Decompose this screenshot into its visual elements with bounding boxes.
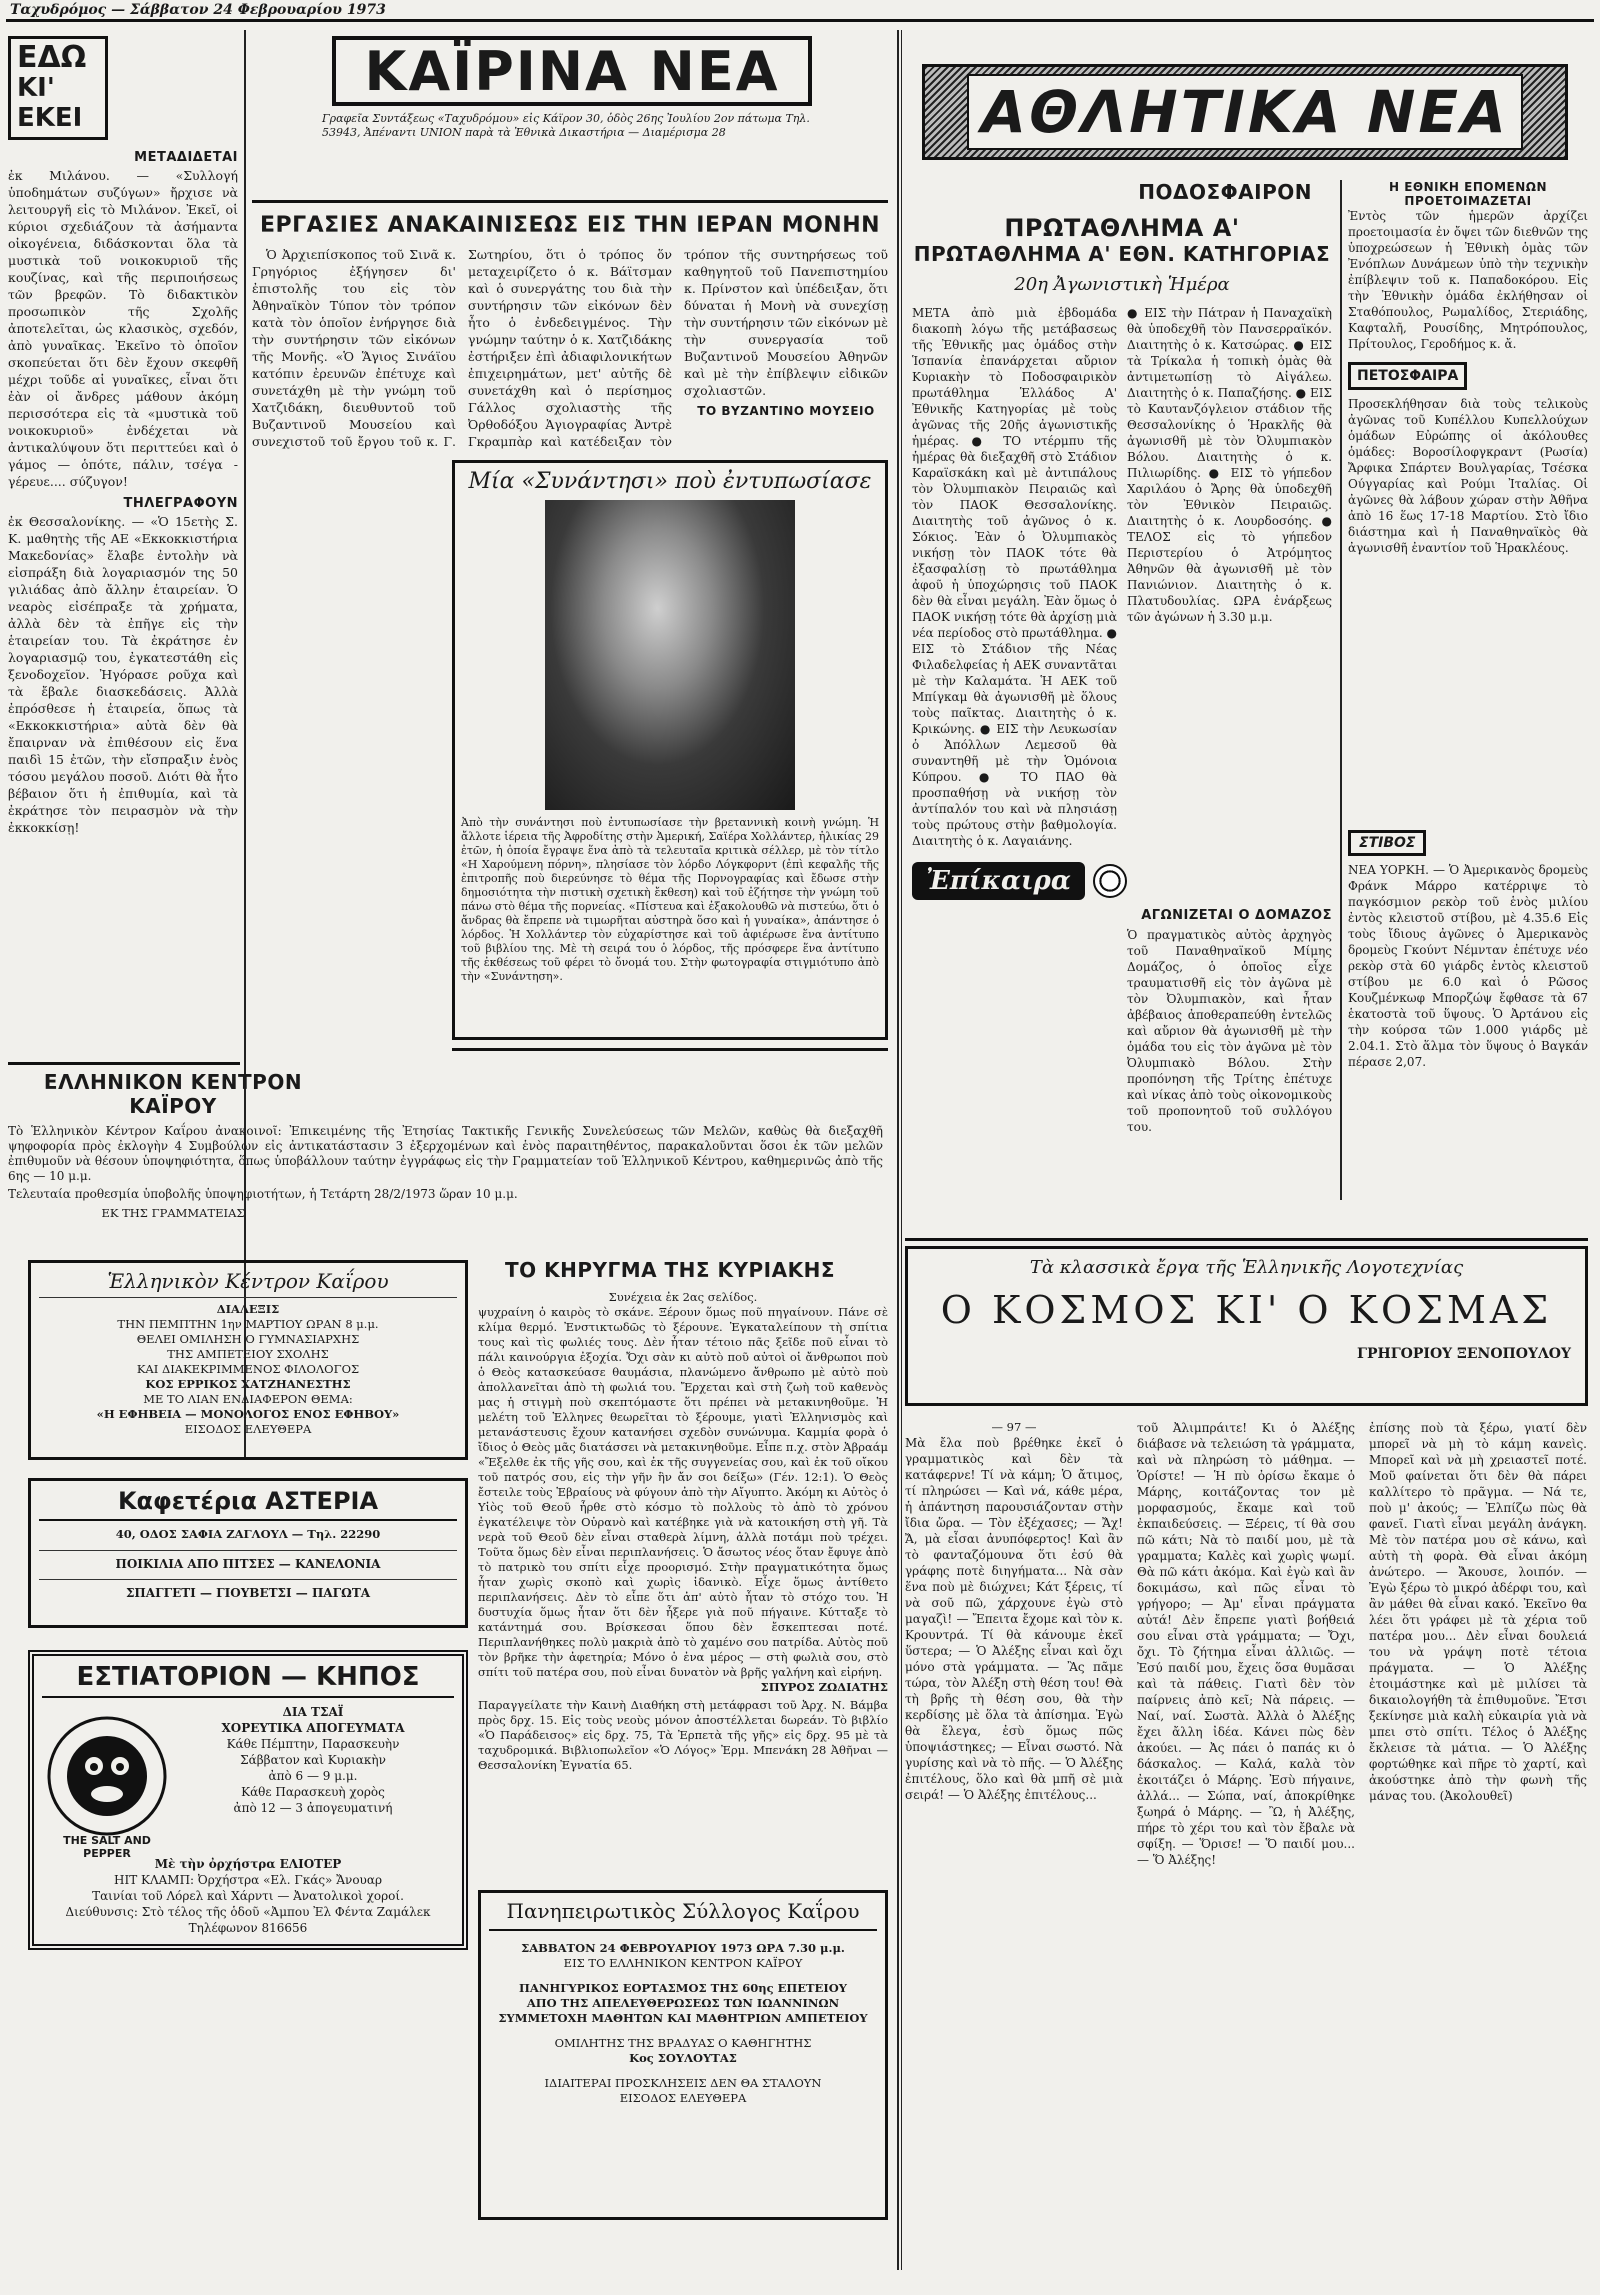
- kosmos-author: ΓΡΗΓΟΡΙΟΥ ΞΕΝΟΠΟΥΛΟΥ: [1357, 1346, 1571, 1362]
- salt-pepper-logo-icon: [42, 1704, 172, 1854]
- pan-line-1: ΣΑΒΒΑΤΟΝ 24 ΦΕΒΡΟΥΑΡΙΟΥ 1973 ΩΡΑ 7.30 μ.μ.: [521, 1941, 845, 1955]
- kafeteria-address: 40, ΟΔΟΣ ΣΑΦΙΑ ΖΑΓΛΟΥΛ — Τηλ. 22290: [115, 1527, 381, 1541]
- kirigma-sign: ΣΠΥΡΟΣ ΖΩΔΙΑΤΗΣ: [760, 1680, 888, 1694]
- kosmos-column-1: Μὰ ἔλα ποὺ βρέθηκε ἐκεῖ ὁ γραμματικὸς καὶ δὲν τὰ κατάφερνε! Τί νὰ κάμη; Ὁ ἄτιμος, τί πληρώσει — Καὶ νά, κάθε μέρα, ἡ ἀπάντηση παρουσιάζονταν στὴν ἴδια ὥρα. — Τὸν ἐξέχασες; — Ἄχ! Ἄ, μὰ εἶσαι ἀνυπόφερτος! Καὶ ἂν τὸ φανταζόμουνα ὅτι ἐσύ θὰ γράφης ποτὲ διηγήματα... Νὰ σὰν ἕνα ποὺ μὲ διώχνει; Κάτ ξέρεις, τί νὰ σοῦ πῶ, χάρχουνε ἐγὼ στὸ μαγαζὶ! — Ἔπειτα ἔχομε καὶ τὸν κ. Κρουντρά. Τί θὰ κάνουμε ἐκεῖ ὕστερα; — Ὁ Ἀλέξης εἶναι καὶ ὄχι μόνο στὰ γράμματα. — Ἂς πᾶμε τώρα, τὸν Ἀλέξη στὴ θέση του! Θὰ τὴ βρῆς τὴ θέση σου, θὰ τὴν κερδίσης μὲ ὅλα τὰ ἀπίσημα. Ἐγὼ θὰ ἔλεγα, ἐσὺ ὅμως πῶς ὑποψιάστηκες; — Εἶναι σωστό. Νὰ γυρίσης καὶ νὰ τὸ πῆς. — Ὁ Ἀλέξης ἐπιτέλους, ὅλο καὶ θὰ μπῆ σὲ μιὰ σειρά! — Ὁ Ἀλέξης ἐπιτέλους...: [905, 1436, 1123, 1802]
- dialexis-line-3: ΤΗΣ ΑΜΠΕΤΕΙΟΥ ΣΧΟΛΗΣ: [167, 1347, 329, 1361]
- salt-pepper-logo: [42, 1704, 172, 1860]
- sub-metadidetai: ΜΕΤΑΔΙΔΕΤΑΙ: [134, 150, 238, 165]
- ergasies-text: [252, 246, 888, 456]
- sub-tilegrafoun: ΤΗΛΕΓΡΑΦΟΥΝ: [123, 496, 238, 511]
- section-rule: [905, 1238, 1588, 1241]
- panipeirotikos-title: Πανηπειρωτικὸς Σύλλογος Καΐρου: [489, 1899, 877, 1931]
- athlitika-masthead: [912, 64, 1588, 174]
- kirigma-sub: Συνέχεια ἐκ 2ας σελίδος.: [608, 1290, 758, 1304]
- notice-sign: ΕΚ ΤΗΣ ΓΡΑΜΜΑΤΕΙΑΣ: [101, 1206, 245, 1220]
- kirigma-note: Παραγγείλατε τὴν Καινὴ Διαθήκη στὴ μετάφρασι τοῦ Ἀρχ. Ν. Βάμβα πρὸς δρχ. 15. Εἰς τοὺς νεοὺς μόνον ἀποστέλλεται δωρεάν. Τὸ βιβλίο «Ὁ Παράδεισος» εἰς δρχ. 75, Τὰ Ἐρπετὰ τῆς γῆς» εἰς δρχ. 95 μὲ τὰ ταχυδρομικά. Βιβλιοπωλεῖον «Ὁ Λόγος» Ἐρμ. Μπενάκη 28 Ἀθῆναι — Θεσσαλονίκη Ἐγνατία 65.: [478, 1698, 888, 1772]
- kosmos-column-2: τοῦ Ἀλιμπράιτε! Κι ὁ Ἀλέξης διάβασε νὰ τελειώση τὰ γράμματα, καὶ νὰ πληρώση τὸ μάθημα. — Ὁρίστε! — Ἡ πὺ ὀρίσω ἔκαμε ὁ Μάρης, κοιτάζοντας τον μὲ μορφασμούς, ἔκαμε καὶ τοῦ ἐκπαιδεύσεις. — Ξέρεις, τί θὰ σου πῶ κάτι; Νὰ τὸ παιδί μου, μὲ τὰ γραμματα; Καλὲς καὶ χωρὶς ψωμί. Θὰ πῶ κάτι ἀκόμα. Καὶ ἐγὼ καὶ ἂν δοκιμάσω, καὶ πῶς εἶναι τὸ γρήγορο; — Ἀμ' εἶναι πράγματα αὐτά! Δὲν ἔπρεπε γιατὶ βοήθειά σου εἶναι στὰ γράμματα; — Ὄχι, ὄχι. Τὸ ζήτημα εἶναι ἀλλιῶς. — Ἐσύ παιδί μου, ἔχεις ὅσα θυμᾶσαι καὶ τὰ πάθεις. Γιατὶ δὲν τὸν παίρνεις ἀπὸ κεῖ; Νὰ πάρεις. — Ναί, ναί. Σωστὰ. Ἀλλὰ ὁ Ἀλέξης ἔχει ἄλλη ἰδέα. Κάνει πὼς δὲν ἀκούει. — Ἀς πάει ὁ παπάς κι ὁ δάσκαλος. — Καλά, καλὰ τὸν ἐκοιτάζει ὁ Μάρης. Ἐσὺ πήγαινε, ἀλλά... — Σώπα, ναί, ἀποκρίθηκε ξωηρά ὁ Μάρης. — Ὢ, ἡ Ἀλέξης, πήρε τὸ χέρι του καὶ τὸν ἔβαλε νὰ σφίξη. — Ὅρισε! — Ὅ παιδί μου... — Ὅ Ἀλέξης!: [1137, 1421, 1355, 1867]
- section-rule: [452, 1048, 888, 1051]
- kosmos-chapter-number: — 97 —: [991, 1420, 1037, 1434]
- pan-line-3: ΠΑΝΗΓΥΡΙΚΟΣ ΕΟΡΤΑΣΜΟΣ ΤΗΣ 60ης ΕΠΕΤΕΙΟΥ: [519, 1981, 847, 1995]
- edo-title-2: ΚΙ' ΕΚΕΙ: [17, 73, 83, 133]
- pan-line-2: ΕΙΣ ΤΟ ΕΛΛΗΝΙΚΟΝ ΚΕΝΤΡΟΝ ΚΑΪΡΟΥ: [563, 1956, 803, 1970]
- athlitika-title: ΑΘΛΗΤΙΚΑ ΝΕΑ: [967, 74, 1523, 150]
- estiatorion-title: ΕΣΤΙΑΤΟΡΙΟΝ — ΚΗΠΟΣ: [42, 1662, 454, 1698]
- estiatorion-line-1: ΔΙΑ ΤΣΑΪ: [282, 1705, 344, 1719]
- epikaira-badge: Ἐπίκαιρα: [912, 862, 1085, 900]
- stivos-text: ΝΕΑ ΥΟΡΚΗ. — Ὁ Ἀμερικανὸς δρομεὺς Φράνκ Μάρρο κατέρριψε τὸ παγκόσμιον ρεκὸρ τοῦ ἑνὸς μιλίου ἐντὸς κλειστοῦ στίβου, μὲ 4.35.6 Εἰς τοὺς ἴδιους ἀγῶνες ὁ Ἀμερικανὸς δρομεὺς Γκούντ Νέμνταν ἐπέτυχε νέο ρεκὸρ στὰ 60 γιάρδς ἐντὸς κλειστοῦ στίβου με 6.0 καὶ ὁ Ρῶσος Κουζμένκωφ Μπορζώψ ἔφθασε τὰ 67 ἑκατοστὰ τοῦ ὕψους. Ὁ Ἀρτάνου εἰς τὴν κούρσα τῶν 1.000 γιάρδς μὲ 2.04.1. Στὸ ἅλμα τὸν ὕψους ὁ Βαγκάν πέρασε 2,07.: [1348, 863, 1588, 1069]
- synantisi-caption: Ἀπὸ τὴν συνάντησι ποὺ ἐντυπωσίασε τὴν βρεταννικὴ κοινὴ γνώμη. Ἡ ἄλλοτε ἱέρεια τῆς Ἀφροδίτης στὴν Ἀμερική, Σαϊέρα Χολλάντερ, ἡλικίας 29 ἐτῶν, ἡ ὁποία ἔγραψε ἕνα ἀπὸ τὰ τελευταῖα κριτικὰ σέλλερ, μὲ τὸν τίτλο «Η Χαρούμενη πόρνη», πλησίασε τὸν λόρδο Λόγκφορντ (ἐπὶ κεφαλῆς τῆς ἐπιτροπῆς ποὺ διερεύνησε τὸ θέμα τῆς Πορνογραφίας καὶ ἔδωσε στὴν δημοσιότητα τὴν πιστικὴ σχετικὴ ἔκθεση) καὶ τοῦ ἐζήτησε τὴν γνώμη τοῦ πάνω στὸ θέμα τῆς πορνείας. «Πίστευα καὶ ἐξακολουθῶ νὰ πιστεύω, ὅτι ὁ ἄνδρας θὰ ἔπρεπε νὰ τιμωρῆται αὐστηρὰ ὅσο καὶ ἡ γυναίκα», ἀπάντησε ὁ λόρδος. Ἡ Χολλάντερ τὸν εὐχαρίστησε καὶ τοῦ ἀφιέρωσε ἕνα ἀντίτυπο τοῦ βιβλίου της. Μὲ τὴ σειρά του ὁ λόρδος, τῆς πρόσφερε ἕνα ἀντίτυπο τῆς ἐκθέσεως τοῦ φέρει τὸ ὄνομά του. Στὴν φωτογραφία στιγμιότυπο ἀπὸ τὴν «Συνάντηση».: [461, 816, 879, 983]
- estiatorion-line-10: Ταινίαι τοῦ Λόρελ καὶ Χάρντι — Ἀνατολικοὶ χοροί.: [92, 1889, 404, 1903]
- prot-text-2: ● ΕΙΣ τὴν Πάτραν ἡ Παναχαϊκὴ θὰ ὑποδεχθῆ τὸν Πανσερραϊκόν. Διαιτητὴς ὁ κ. Κατσώρας. ● ΕΙΣ τὰ Τρίκαλα ἡ τοπικὴ ὁμὰς θὰ ἀντιμετωπίσῃ τὸ Αἰγάλεω. Διαιτητὴς ὁ κ. Παπαζήσης. ● ΕΙΣ τὸ Καυτανζόγλειον στάδιον τῆς Θεσσαλονίκης ὁ Ἡρακλῆς θὰ ἀγωνισθῆ μὲ τὸν Ὀλυμπιακὸν Βόλου. Διαιτητὴς ὁ κ. Πιλιωρίδης. ● ΕΙΣ τὸ γήπεδον Χαριλάου ὁ Ἄρης θὰ ὑποδεχθῆ τὸν Ἐθνικὸν Πειραιῶς. Διαιτητὴς ὁ κ. Λουρδοσόης. ● ΤΕΛΟΣ εἰς τὸ γήπεδον Περιστερίου ὁ Ἀτρόμητος Ἀθηνῶν θὰ ἀγωνισθῆ μὲ τὸν Πανιώνιον. Διαιτητὴς ὁ κ. Πλατυδουλίας. ΩΡΑ ἐνάρξεως τῶν ἀγώνων ἡ 3.30 μ.μ.: [1127, 306, 1332, 624]
- pan-line-5: ΣΥΜΜΕΤΟΧΗ ΜΑΘΗΤΩΝ ΚΑΙ ΜΑΘΗΤΡΙΩΝ ΑΜΠΕΤΕΙΟΥ: [498, 2011, 868, 2025]
- synantisi-box: [452, 460, 888, 1040]
- kafeteria-line-1: ΠΟΙΚΙΛΙΑ ΑΠΟ ΠΙΤΣΕΣ — ΚΑΝΕΛΟΝΙΑ: [39, 1550, 457, 1571]
- petosfaira-title: ΠΕΤΟΣΦΑΙΡΑ: [1348, 362, 1467, 390]
- kairina-title: ΚΑΪΡΙΝΑ ΝΕΑ: [332, 36, 812, 106]
- dialexis-line-2: ΘΕΛΕΙ ΟΜΙΛΗΣΗ Ο ΓΥΜΝΑΣΙΑΡΧΗΣ: [136, 1332, 360, 1346]
- kirigma-article: [478, 1290, 888, 1875]
- notice-text: Τὸ Ἑλληνικὸν Κέντρον Καΐρου ἀνακοινοῖ: Ἐπικειμένης τῆς Ἐτησίας Τακτικῆς Γενικῆς Συνελεύσεως τῶν Μελῶν, καθὼς θὰ διεξαχθῆ ψηφοφορία πρὸς ἐκλογὴν 4 Συμβούλων εἰς ἀντικατάστασιν 3 ἐξερχομένων καὶ ἑνὸς παραιτηθέντος, παρακαλοῦνται ὅσοι ἐκ τῶν μελῶν ἐπιθυμοῦν νὰ θέσουν ὑποψηφιότητα, ὅπως ὑποβάλλουν ταύτην ἐγγράφως εἰς τὴν Γραμματείαν τοῦ Ἑλληνικοῦ Κέντρου, καθημερινῶς ἀπὸ τῆς 6ης — 10 μ.μ.: [8, 1124, 883, 1183]
- kosmos-header-box: [905, 1246, 1588, 1406]
- kosmos-pretitle: Τὰ κλασσικὰ ἔργα τῆς Ἑλληνικῆς Λογοτεχνίας: [1029, 1257, 1464, 1278]
- ergasies-paragraph-1: Ὁ Ἀρχιεπίσκοπος τοῦ Σινᾶ κ. Γρηγόριος ἐξήγησεν δι' ἐπιστολῆς του εἰς τὸν Ἀθηναϊκὸν Τύπον τὸν τρόπον κατὰ τὸν ὁποῖον ἐνήργησε διὰ τὴν συντήρησιν τῶν εἰκόνων τῆς Μονῆς. «Ὁ Ἅγιος Σινάϊου κατόπιν ἐρευνῶν ἐπέτυχε καὶ συνετάχθη μὲ τὴν γνώμη τοῦ Χατζιδάκη, διευθυντοῦ τοῦ Βυζαντινοῦ Μουσείου καὶ συνεχιστοῦ τοῦ ἔργου τοῦ κ. Γ. Σωτηρίου, ὅτι ὁ τρόπος ὅν μεταχειρίζετο ὁ κ. Βάϊτσμαν καὶ ὁ συνεργάτης του διὰ τὴν συντήρησιν τῶν εἰκόνων δὲν ἦτο ὁ ἐνδεδειγμένος. Τὴν γνώμην ταύτην ὁ κ. Χατζιδάκης ἐστήριξεν ἐπὶ ἀδιαφιλονικήτων ἐπιχειρημάτων, μετ' αὐτῆς δὲ συνετάχθη καὶ ὁ περίσημος Γάλλος σχολιαστὴς τῆς Ὀρθοδόξου Ἁγιογραφίας Ἀντρὲ Γκραμπὰρ καὶ κατέδειξαν τὸν τρόπον τῆς συντηρήσεως τοῦ καθηγητοῦ τοῦ Πανεπιστημίου κ. Πρίνστον καὶ ὑπέδειξαν, ὅτι δύναται ἡ Μονὴ νὰ συνεχίσῃ τὴν συντήρησιν τῶν εἰκόνων μὲ τὴν συνεργασία τοῦ Βυζαντινοῦ Μουσείου Ἀθηνῶν καὶ μὲ τὴν ἐπίβλεψιν εἰδικῶν σχολιαστῶν.: [252, 247, 888, 449]
- notice-title: ΕΛΛΗΝΙΚΟΝ ΚΕΝΤΡΟΝ ΚΑΪΡΟΥ: [43, 1070, 303, 1118]
- pan-line-6: ΟΜΙΛΗΤΗΣ ΤΗΣ ΒΡΑΔΥΑΣ Ο ΚΑΘΗΓΗΤΗΣ: [554, 2036, 812, 2050]
- kosmos-text-columns: [905, 1420, 1588, 2260]
- estiatorion-line-5: ἀπὸ 6 — 9 μ.μ.: [268, 1769, 358, 1783]
- section-rule: [8, 1062, 240, 1065]
- edo-title-1: ΕΔΩ: [17, 40, 87, 75]
- dialexis-line-5: ΚΟΣ ΕΡΡΙΚΟΣ ΧΑΤΖΗΑΝΕΣΤΗΣ: [145, 1377, 351, 1391]
- stivos-title: ΣΤΙΒΟΣ: [1348, 830, 1426, 856]
- vyzantino-subtitle: ΤΟ ΒΥΖΑΝΤΙΝΟ ΜΟΥΣΕΙΟ: [697, 404, 875, 418]
- estiatorion-line-11: Διεύθυνσις: Στὸ τέλος τῆς ὁδοῦ «Ἀμπου Ἐλ Φέντα Ζαμάλεκ: [65, 1905, 431, 1919]
- pan-line-7: Κος ΣΟΥΛΟΥΤΑΣ: [629, 2051, 737, 2065]
- edo-kiekei-section: [8, 36, 238, 1056]
- estiatorion-line-6: Κάθε Παρασκευὴ χορὸς: [241, 1785, 385, 1799]
- domazos-section: [912, 862, 1332, 1192]
- estiatorion-line-3: Κάθε Πέμπτην, Παρασκευὴν: [226, 1737, 400, 1751]
- panipeirotikos-box: [478, 1890, 888, 2220]
- dialexis-sub: ΔΙΑΛΕΞΙΣ: [216, 1302, 280, 1316]
- edo-kiekei-logo: [8, 36, 108, 140]
- pan-line-4: ΑΠΟ ΤΗΣ ΑΠΕΛΕΥΘΕΡΩΣΕΩΣ ΤΩΝ ΙΩΑΝΝΙΝΩΝ: [526, 1996, 840, 2010]
- kirigma-text: ψυχραίνη ὁ καιρὸς τὸ σκάνε. Ξέρουν ὅμως ποῦ πηγαίνουν. Πάνε σὲ κλίμα θερμό. Ἐνστικτωδῶς τὸ ξέρουνε. Ἐγκαταλείπουν τὴ σπίτια τους καὶ τὶς φωλιές τους. Δὲν ἦταν τέτοιο πᾶς ξεῖδε ποῦ εἶναι τὸ πάλι καινούργια ἐξοχία. Ὄχι σὰν κι αὐτὸ ποῦ αὐτοὶ οἱ ἄνθρωποι ποὺ ὁ Θεὸς κατασκεύασε θαυμάσια, πλανώμενο ἄνθρωπο μὲ αὐτὸ ποὺ ἀπολλανεῖται ἀπὸ τὴ φωλιά του. Ἔρχεται καὶ στὴ ζωὴ τοῦ καθενὸς μας ἡ στιγμὴ ποὺ σκεπτόμαστε ὅτι πρέπει νὰ μετακινηθοῦμε. Ἡ μελέτη τοῦ Ἑλληνες θεωρεῖται τὸ ξέρουμε, γιατὶ Ἑλληνισμὸς καὶ μετανάστευσις ἔχουν κατανήσει σχεδὸν συνώνυμα. Καμμία φορὰ ὁ ἴδιος ὁ Θεὸς μᾶς διατάσσει νὰ μετακινηθοῦμε. Εἶπε π.χ. στὸν Ἀβραάμ «Ἔξελθε ἐκ τῆς γῆς σου, καὶ ἐκ τῆς συγγενείας σου, καὶ ἐκ τοῦ οἴκου τοῦ πατρός σου, εἰς τὴν γῆν ἣν ἄν σοι δείξω» (Γέν. 12:1). Ὁ Θεὸς ἔστειλε τοὺς Ἑβραίους νὰ φύγουν ἀπὸ τὴν Αἴγυπτο. Ἀκόμη κι Αὐτὸς ὁ Υἱὸς τοῦ Θεοῦ ἦρθε στὸ κόσμο τὸ πολλοὺς τὸ ἀπὸ τὸ χρόνου ἐγκατέλειψε τὸν Οὐρανὸ καὶ κατέβηκε γιὰ νὰ κατοικήση στὴ γῆ. Τὰ νερὰ τοῦ Θεοῦ δὲν εἶναι σταθερὰ λίμνη, ἀλλὰ ποτάμι ποὺ τρέχει. Τοῦτα ὅμως δὲν εἶναι περιπλανήσεις. Ὁ ἄσωτος νέος ὅταν ἔφυγε ἀπὸ τὸ πατρικὸ του σπίτι εἶχε προορισμό. Στὴν πραγματικότητα ὅμως ἦταν χωρὶς σκοπὸ καὶ χωρὶς ἰδανικὸ. Εἶχε ὅμως ἀντίθετο περιπλανήσεις. Δὲν τὸ εἶπε ὅτι ἀπ' αὐτὸ ἦταν τὸ στόχο του. Ἡ δυστυχία ὅμως ἦταν ὅτι δὲν ἦξερε γιὰ ποῦ πήγαινε. Κύτταξε τὸ κατάντημά σου. Βρίσκεσαι ὅπου δὲν ἔσκεπτεσαι ποτέ. Περιπλανήθηκες πολὺ μακριὰ ἀπὸ τὸ χαμένο σου πατρίδα. Αὐτὸς ποῦ τὸν βρῆκε τὴν ἀφετηρία; Μόνο ὁ ἐνα μέρος — στὴ φωλιὰ σου, στὸ σπίτι τοῦ πατέρα σου, ποὺ εἶναι δυνατὸν νὰ βρῆς γαλήνη καὶ εἰρήνη.: [478, 1305, 888, 1679]
- prot-title-1: ΠΡΩΤΑΘΛΗΜΑ Α': [1004, 214, 1240, 242]
- elliniko-kentro-notice: [8, 1070, 888, 1250]
- kairina-info: Γραφεῖα Συντάξεως «Ταχυδρόμου» εἰς Κάϊρον 30, ὁδὸς 26ης Ἰουλίου 2ον πάτωμα Τηλ. 53943, Ἀπέναντι UNION παρὰ τὰ Ἐθνικὰ Δικαστήρια — Διαμέρισμα 28: [322, 112, 810, 139]
- domazos-title: ΑΓΩΝΙΖΕΤΑΙ Ο ΔΟΜΑΖΟΣ: [1141, 908, 1332, 923]
- ethniki-text: Ἐντὸς τῶν ἡμερῶν ἀρχίζει προετοιμασία ἐν ὄψει τῶν διεθνῶν της ὑποχρεώσεων ἡ Ἐθνικὴ ὁμὰς τῶν Ἐνόπλων Δυνάμεων ὑπὸ τὴν τεχνικὴν ἐπίβλεψιν τοῦ κ. Παπαδοκόρου. Εἰς τὴν Ἐθνικὴν ὁμάδα ἐκλήθησαν οἱ Σταθόπουλος, Ρωμαλίδος, Στεριάδης, Καφταλῆ, Ρουσίδης, Μητρόπουλος, Πρίτουλος, Γεροδήμος κ. ἄ.: [1348, 209, 1588, 351]
- salt-pepper-logo-text: THE SALT AND PEPPER: [63, 1834, 151, 1860]
- estiatorion-line-8: Μὲ τὴν ὀρχήστρα ΕΛΙΟΤΕΡ: [154, 1857, 342, 1871]
- ethniki-title: Η ΕΘΝΙΚΗ ΕΠΟΜΕΝΩΝ ΠΡΟΕΤΟΙΜΑΖΕΤΑΙ: [1388, 180, 1547, 208]
- synantisi-photo: [545, 500, 795, 810]
- date-line: Ταχυδρόμος — Σάββατον 24 Φεβρουαρίου 1973: [6, 2, 1594, 22]
- estiatorion-line-12: Τηλέφωνον 816656: [188, 1921, 308, 1935]
- estiatorion-line-7: ἀπὸ 12 — 3 ἀπογευματινή: [233, 1801, 393, 1815]
- estiatorion-line-9: ΗΙΤ ΚΛΑΜΠ: Ὀρχήστρα «Ελ. Γκάς» Ἄνουαρ: [113, 1873, 382, 1887]
- dialexis-line-4: ΚΑΙ ΔΙΑΚΕΚΡΙΜΜΕΝΟΣ ΦΙΛΟΛΟΓΟΣ: [136, 1362, 360, 1376]
- estiatorion-box: [28, 1650, 468, 1950]
- kafeteria-line-2: ΣΠΑΓΓΕΤΙ — ΓΙΟΥΒΕΤΣΙ — ΠΑΓΩΤΑ: [39, 1579, 457, 1600]
- notice-deadline: Τελευταία προθεσμία ὑποβολῆς ὑποψηφιοτήτων, ἡ Τετάρτη 28/2/1973 ὥραν 10 μ.μ.: [8, 1187, 518, 1201]
- kirigma-title: ΤΟ ΚΗΡΥΓΜΑ ΤΗΣ ΚΥΡΙΑΚΗΣ: [504, 1258, 836, 1282]
- pan-line-8: ΙΔΙΑΙΤΕΡΑΙ ΠΡΟΣΚΛΗΣΕΙΣ ΔΕΝ ΘΑ ΣΤΑΛΟΥΝ: [544, 2076, 822, 2090]
- dialexis-line-1: ΤΗΝ ΠΕΜΠΤΗΝ 1ην ΜΑΡΤΙΟΥ ΩΡΑΝ 8 μ.μ.: [117, 1317, 379, 1331]
- edo-text-2: ἐκ Θεσσαλονίκης. — «Ὁ 15ετὴς Σ. Κ. μαθητὴς τῆς ΑΕ «Εκκοκκιστήρια Μακεδονίας» ἔλαβε ἐντολὴν νὰ εἰσπράξη διὰ λογαριασμόν της 50 γιλιάδας ἀπὸ ἄλλην ἑταιρείαν. Ὁ νεαρὸς εἰσέπραξε τὰ χρήματα, ἀλλὰ δὲν τὰ ἐπῆγε εἰς τὴν ἑταιρείαν του. Τὰ ἐκράτησε ἐν λογαριασμῷ του, ἐγκατεστάθη εἰς ξενοδοχεῖον. Ἠγόρασε ροῦχα καὶ τὰ ἔβαλε διασκεδάσεις. Ἀλλὰ ἐπρόσθεσε ἡ ἑταιρεία, ὅπως τὰ «Εκκοκκιστήρια» αὐτὰ δὲν θὰ ἔπαιρναν νὰ ἐπιθέσουν εἰς ἕνα παιδὶ 15 ἐτῶν, τὴν εἴσπραξιν ἑνὸς τόσου μεγάλου ποσοῦ. Διότι θὰ ἦτο βέβαιον ὅτι ἡ ἐπιθυμία, καὶ τὰ ἐκράτησε τὸν πειρασμὸν νὰ τὴν ἐκκοκκίσῃ!: [8, 514, 238, 835]
- ethniki-section: [1348, 180, 1588, 820]
- dialexis-box: [28, 1260, 468, 1460]
- dialexis-line-6: ΜΕ ΤΟ ΛΙΑΝ ΕΝΔΙΑΦΕΡΟΝ ΘΕΜΑ:: [143, 1392, 353, 1406]
- kairina-masthead: [252, 36, 888, 166]
- dialexis-title: Ἑλληνικὸν Κέντρον Καΐρου: [39, 1269, 457, 1298]
- prot-text-1: ΜΕΤΑ ἀπὸ μιὰ ἑβδομάδα διακοπὴ λόγω τῆς μετάβασεως τῆς Ἐθνικῆς μας ὁμάδος στὴν Ἱσπανία ἐπανάρχεται αὔριον Κυριακὴν τὸ Ποδοσφαιρικὸν πρωτάθλημα Ἑλλάδος Α' Ἐθνικῆς Κατηγορίας μὲ τοὺς ἀγῶνας τῆς 20ῆς ἀγωνιστικῆς ἡμέρας. ● ΤΟ ντέρμπυ τῆς ἡμέρας θὰ διεξαχθῆ στὸ Στάδιον Καραϊσκάκη καὶ μὲ ἀντιπάλους τὸν Ὀλυμπιακὸν Πειραιῶς καὶ τὸν ΠΑΟΚ Θεσσαλονίκης. Διαιτητὴς τοῦ ἀγῶνος ὁ κ. Σόκιος. Ἐὰν ὁ Ὀλυμπιακὸς νικήσῃ τὸν ΠΑΟΚ τότε θὰ ἐξασφαλίσῃ τὸ πρωτάθλημα ἀφοῦ ἡ ὑποχώρησις τοῦ ΠΑΟΚ δὲν θὰ εἶναι μεγάλη. Ἐὰν ὅμως ὁ ΠΑΟΚ νικήσῃ τότε θὰ ἀρχίσῃ μιὰ νέα περίοδος στὸ πρωτάθλημα. ● ΕΙΣ τὸ Στάδιον τῆς Νέας Φιλαδελφείας ἡ ΑΕΚ συναντᾶται μὲ τὴν Καλαμάτα. Ἡ ΑΕΚ τοῦ Μπίγκαμ θὰ ἀγωνισθῆ μὲ ὅλους τοὺς παῖκτας. Διαιτητὴς ὁ κ. Κρικώνης. ● ΕΙΣ τὴν Λευκωσίαν ὁ Ἀπόλλων Λεμεσοῦ θὰ συναντηθῆ μὲ τὴν Ὁμόνοια Κύπρου. ● ΤΟ ΠΑΟ θὰ προσπαθήσῃ νὰ νικήσῃ τὸν ἀντίπαλόν του καὶ νὰ πλησιάσῃ τοὺς πρώτους στὴν βαθμολογία. Διαιτητὴς ὁ κ. Λαγαιάνης.: [912, 306, 1117, 848]
- prot-subtitle: 20η Ἀγωνιστικὴ Ἡμέρα: [1014, 274, 1230, 295]
- column-rule: [901, 30, 902, 2270]
- petosfaira-text: Προσεκλήθησαν διὰ τοὺς τελικοὺς ἀγῶνας τοῦ Κυπέλλου Κυπελλούχων ὁμάδων Εὐρώπης οἱ ἀκόλουθες ὁμάδες: Βοροσίλοφγκραντ (Ρωσία) Ἄρφικα Σπάρτεν Βουλγαρίας, Τσέσκα Ούγγαρίας καὶ Ρούμι Ἰταλίας. Οἱ ἀγῶνες θὰ λάβουν χώραν στὴν Ἀθῆνα ἀπὸ 16 ἕως 17-18 Μαρτίου. Στὸ ἴδιο διάστημα καὶ ἡ Παναθηναϊκὸς θὰ ἀγωνισθῆ ἐναντίον τοῦ Ἡρακλέους.: [1348, 397, 1588, 555]
- column-rule: [1340, 180, 1342, 1200]
- dialexis-line-8: ΕΙΣΟΔΟΣ ΕΛΕΥΘΕΡΑ: [184, 1422, 312, 1436]
- domazos-text: Ὁ πραγματικὸς αὐτὸς ἀρχηγὸς τοῦ Παναθηναϊκοῦ Μίμης Δομάζος, ὁ ὁποῖος εἶχε τραυματισθῆ εἰς τὸν ἀγῶνα μὲ τὸν Ὀλυμπιακὸν, καὶ ἦταν ἀβέβαιος ἀποθεραπεύθη ἐντελῶς καὶ αὔριον θὰ ἀγωνισθῆ μὲ τὴν ὁμάδα του εἰς τὸν ἀγῶνα μὲ τὸν Ὀλυμπιακὸ Βόλου. Στὴν προπόνηση τῆς Τρίτης ἐπέτυχε καὶ νίκας ἀπὸ τοὺς οἰκονομικοὺς τοῦ προπονητοῦ τοῦ συλλόγου του.: [1127, 928, 1332, 1134]
- estiatorion-line-2: ΧΟΡΕΥΤΙΚΑ ΑΠΟΓΕΥΜΑΤΑ: [221, 1721, 405, 1735]
- stivos-section: [1348, 830, 1588, 1200]
- podosfairo-title: ΠΟΔΟΣΦΑΙΡΟΝ: [1138, 180, 1312, 204]
- column-rule: [897, 30, 899, 2270]
- athlitika-banner: [922, 64, 1568, 160]
- kosmos-title: Ο ΚΟΣΜΟΣ ΚΙ' Ο ΚΟΣΜΑΣ: [940, 1288, 1553, 1332]
- estiatorion-line-4: Σάββατον καὶ Κυριακὴν: [240, 1753, 386, 1767]
- synantisi-title: Μία «Συνάντησι» ποὺ ἐντυπωσίασε: [468, 469, 872, 494]
- kosmos-column-3: ἐπίσης ποὺ τὰ ξέρω, γιατί δὲν μπορεῖ νὰ μὴ τὸ κάμη κανεὶς. Μπορεῖ καὶ νὰ μὴ χρειαστεῖ ποτέ. Μοῦ φαίνεται ὅτι δὲν θὰ πάρει καλλίτερο τὸ πρᾶγμα. — Νά τε, ποὺ μ' ἀκούς; — Ἐλπίζω πὼς θὰ φανεῖ. Γιατὶ εἶναι μεγάλη ἀνάγκη. Μὲ τὸν πατέρα μου σὲ κάνω, καὶ αὐτὴ τὴ φορὰ. Θὰ εἶναι ἀκόμη ἀνώτερο. — Ἄκουσε, λοιπόν. — Ἐγὼ ξέρω τὸ μικρό ἀδέρφι του, καὶ ἂν μάθει θὰ εἶναι κακό. Ἐκεῖνο θα λέει ὅτι γράφει μὲ τὰ χέρια τοῦ πατέρα μου... Δὲν εἶναι δουλειά του νὰ γράψη ποτὲ τέτοια πράγματα. — Ὁ Ἀλέξης ἐτοιμάστηκε καὶ μὲ μιλίσει τὰ δικαιολογήθη τὰ ἐπιθυμοῦνε. Ἔτσι ξεκίνησε μιὰ καλὴ εὐκαιρία γιὰ νὰ μπει στὸ σπίτι. Τέλος ὁ Ἀλέξης ἔκλεισε τὰ μάτια. — Ὁ Ἀλέξης φορτώθηκε καὶ πῆρε τὸ χαρτί, καὶ ἀκούστηκε ἀπὸ τὴν φωνὴ τῆς μάνας του. (Ἀκολουθεῖ): [1369, 1421, 1587, 1803]
- dialexis-line-7: «Η ΕΦΗΒΕΙΑ — ΜΟΝΟΛΟΓΟΣ ΕΝΟΣ ΕΦΗΒΟΥ»: [96, 1407, 400, 1421]
- pan-line-9: ΕΙΣΟΔΟΣ ΕΛΕΥΘΕΡΑ: [619, 2091, 747, 2105]
- ergasies-title: ΕΡΓΑΣΙΕΣ ΑΝΑΚΑΙΝΙΣΕΩΣ ΕΙΣ ΤΗΝ ΙΕΡΑΝ ΜΟΝΗΝ: [259, 213, 881, 238]
- section-rule: [252, 200, 888, 203]
- edo-text-1: ἐκ Μιλάνου. — «Συλλογή ὑποδημάτων συζύγων» ἤρχισε νὰ λειτουργῆ εἰς τὸ Μιλάνον. Ἐκεῖ, οἱ κύριοι σχεδιάζουν τὰ ἀσήμαντα οἰκογένεια, διδάσκονται ὅλα τὰ μυστικὰ τοῦ νοικοκυριοῦ τῆς κουζίνας, καὶ τῆς περιποιήσεως τῶν βρεφῶν. Τὸ διδακτικὸν προσωπικὸν τῆς Σχολῆς ἀποτελεῖται, ὡς κλασικὸς, σχεδόν, ἀπὸ γυναῖκας. Ἐκεῖνο τὸ ὁποῖον σκοπεύεται ὅτι δὲν ἔχουν σκεφθῆ μέχρι τοῦδε αἱ γυναῖκες, εἶναι ὅτι ἐὰν οἱ ἄνδρες μάθουν ἀκόμη περισσότερα εἰς τὰ «μυστικὰ τοῦ νοικοκυριοῦ» ἐνδέχεται νὰ ἀντικαλύψουν ὅτι περιττεύει καὶ ὁ γάμος — ὁπότε, πάλιν, τσέγα - γέρευε.... σύζυγον!: [8, 168, 238, 489]
- football-icon: [1093, 864, 1127, 898]
- prot-title-2: ΠΡΩΤΑΘΛΗΜΑ Α' ΕΘΝ. ΚΑΤΗΓΟΡΙΑΣ: [913, 242, 1331, 266]
- kafeteria-title: Καφετέρια ΑΣΤΕΡΙΑ: [39, 1487, 457, 1521]
- kafeteria-box: [28, 1478, 468, 1628]
